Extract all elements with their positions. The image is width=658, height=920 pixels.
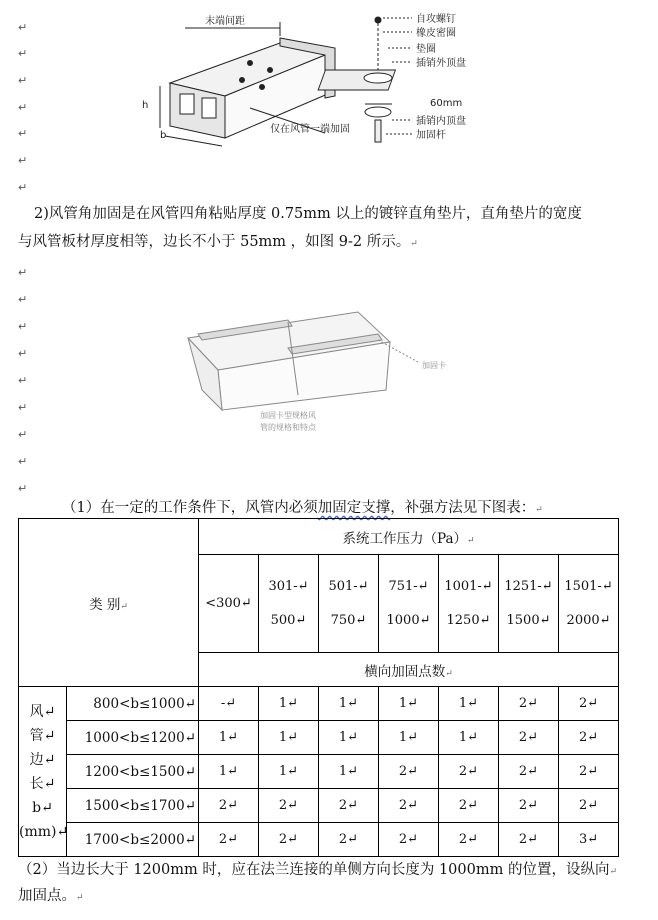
pressure-col-5 xyxy=(439,555,499,653)
value-cell: 2↵ xyxy=(199,789,259,823)
pressure-col-line1: 1251-↵ xyxy=(504,578,553,594)
range-cell: 800<b≤1000↵ xyxy=(67,687,199,721)
value-cell: 1↵ xyxy=(199,755,259,789)
value-cell: 1↵ xyxy=(259,755,319,789)
pressure-col-line2: 1500↵ xyxy=(506,612,551,628)
paragraph-mark: ↵ xyxy=(18,101,28,114)
pressure-col-line2: 1250↵ xyxy=(446,612,491,628)
label-self-tapping-screw: 自攻螺钉 xyxy=(416,14,456,25)
points-header: 横向加固点数 xyxy=(364,663,446,680)
paragraph-corner-reinforcement-cont xyxy=(18,228,418,258)
value-cell: 2↵ xyxy=(499,687,559,721)
value-cell: 2↵ xyxy=(379,755,439,789)
paragraph-longitudinal-points xyxy=(18,856,617,886)
inner-plate-shape xyxy=(365,107,391,117)
value-cell: 2↵ xyxy=(319,789,379,823)
category-label: 类 别 xyxy=(89,596,121,613)
pressure-col-3 xyxy=(319,555,379,653)
para4-line2: 加固点。 xyxy=(18,888,76,904)
side-length-label-cell xyxy=(19,687,67,857)
paragraph-mark: ↵ xyxy=(18,74,28,87)
label-rod: 加固杆 xyxy=(416,130,446,141)
label-h: h xyxy=(142,100,149,111)
value-cell: 2↵ xyxy=(499,823,559,857)
value-cell: 1↵ xyxy=(259,721,319,755)
figure-duct-reinforcement xyxy=(130,8,510,158)
value-cell: 2↵ xyxy=(559,755,619,789)
pressure-col-7 xyxy=(559,555,619,653)
table-row xyxy=(19,823,619,857)
para-mark: ↵ xyxy=(609,867,618,877)
label-reinforcing-clip: 加固卡 xyxy=(422,361,446,370)
paragraph-mark: ↵ xyxy=(18,21,28,34)
range-cell: 1200<b≤1500↵ xyxy=(67,755,199,789)
pressure-col-4 xyxy=(379,555,439,653)
table-row xyxy=(19,789,619,823)
paragraph-mark: ↵ xyxy=(18,293,28,306)
value-cell: 1↵ xyxy=(319,755,379,789)
pressure-col-line2: 750↵ xyxy=(330,612,367,628)
value-cell: 2↵ xyxy=(559,789,619,823)
label-one-end: 仅在风管一端加固 xyxy=(270,124,350,135)
value-cell: -↵ xyxy=(199,687,259,721)
label-pin-outer-plate: 插销外顶盘 xyxy=(416,58,466,69)
value-cell: 2↵ xyxy=(319,823,379,857)
range-cell: 1000<b≤1200↵ xyxy=(67,721,199,755)
pressure-col-line2: 1000↵ xyxy=(386,612,431,628)
paragraph-mark: ↵ xyxy=(18,401,28,414)
label-pin-inner-plate: 插销内顶盘 xyxy=(416,116,466,127)
washer-shape xyxy=(364,73,392,83)
value-cell: 1↵ xyxy=(259,687,319,721)
value-cell: 2↵ xyxy=(259,823,319,857)
paragraph-mark: ↵ xyxy=(18,47,28,60)
value-cell: 2↵ xyxy=(499,721,559,755)
pressure-col-line1: <300↵ xyxy=(205,595,252,611)
table-row xyxy=(19,721,619,755)
pressure-col-line1: 1001-↵ xyxy=(444,578,493,594)
value-cell: 2↵ xyxy=(499,755,559,789)
value-cell: 1↵ xyxy=(379,687,439,721)
pressure-col-2 xyxy=(259,555,319,653)
value-cell: 2↵ xyxy=(499,789,559,823)
para-mark: ↵ xyxy=(76,893,84,903)
value-cell: 2↵ xyxy=(439,789,499,823)
side-label-char: b↵ xyxy=(32,799,53,816)
side-label-char: 管↵ xyxy=(29,727,56,744)
label-b: b xyxy=(160,130,167,141)
pressure-col-6 xyxy=(499,555,559,653)
category-header-cell: 类 别↵ xyxy=(19,519,199,687)
para2-line2: 与风管板材厚度相等，边长不小于 55mm ，如图 9-2 所示。 xyxy=(18,234,411,250)
paragraph-mark: ↵ xyxy=(18,181,28,194)
caption-line2: 管的规格和特点 xyxy=(260,423,316,432)
pressure-col-1 xyxy=(199,555,259,653)
para4-line1: （2）当边长大于 1200mm 时，应在法兰连接的单侧方向长度为 1000mm 的位置，设纵向 xyxy=(18,862,610,878)
value-cell: 2↵ xyxy=(439,823,499,857)
side-label-char: 长↵ xyxy=(29,775,56,792)
value-cell: 1↵ xyxy=(319,687,379,721)
paragraph-mark: ↵ xyxy=(18,320,28,333)
value-cell: 1↵ xyxy=(319,721,379,755)
table-row xyxy=(19,687,619,721)
duct-opening-right xyxy=(202,98,216,118)
pressure-col-line2: 2000↵ xyxy=(566,612,611,628)
caption-line1: 加固卡型规格风 xyxy=(260,411,316,420)
para-mark: ↵ xyxy=(410,239,418,249)
value-cell: 2↵ xyxy=(379,789,439,823)
pressure-col-line1: 501-↵ xyxy=(328,578,369,594)
para3-underlined: 加固定支撑 xyxy=(317,500,391,516)
label-washer: 垫圈 xyxy=(416,44,436,55)
value-cell: 2↵ xyxy=(379,823,439,857)
table-row xyxy=(19,755,619,789)
label-rubber-seal: 橡皮密圈 xyxy=(416,28,456,39)
value-cell: 1↵ xyxy=(439,721,499,755)
pressure-col-line1: 751-↵ xyxy=(388,578,429,594)
rod-shape xyxy=(375,120,381,142)
points-header-cell: 横向加固点数↵ xyxy=(199,653,619,687)
para-mark: ↵ xyxy=(535,505,543,515)
paragraph-mark: ↵ xyxy=(18,347,28,360)
pressure-col-line1: 1501-↵ xyxy=(564,578,613,594)
pressure-header: 系统工作压力（Pa） xyxy=(342,530,468,547)
pressure-header-cell: 系统工作压力（Pa）↵ xyxy=(199,519,619,555)
pressure-col-line2: 500↵ xyxy=(270,612,307,628)
para3-suffix: ，补强方法见下图表： xyxy=(390,500,536,516)
value-cell: 2↵ xyxy=(439,755,499,789)
paragraph-mark: ↵ xyxy=(18,266,28,279)
paragraph-mark: ↵ xyxy=(18,455,28,468)
paragraph-mark: ↵ xyxy=(18,127,28,140)
reinforcement-table xyxy=(18,518,619,857)
value-cell: 1↵ xyxy=(199,721,259,755)
range-cell: 1700<b≤2000↵ xyxy=(67,823,199,857)
value-cell: 2↵ xyxy=(199,823,259,857)
paragraph-mark: ↵ xyxy=(18,154,28,167)
range-cell: 1500<b≤1700↵ xyxy=(67,789,199,823)
value-cell: 1↵ xyxy=(439,687,499,721)
pressure-col-line1: 301-↵ xyxy=(268,578,309,594)
value-cell: 1↵ xyxy=(379,721,439,755)
duct-opening-left xyxy=(180,94,194,114)
paragraph-mark: ↵ xyxy=(18,428,28,441)
para2-line1: 2)风管角加固是在风管四角粘贴厚度 0.75mm 以上的镀锌直角垫片，直角垫片的宽度 xyxy=(34,206,582,222)
value-cell: 2↵ xyxy=(259,789,319,823)
value-cell: 2↵ xyxy=(559,687,619,721)
side-label-char: 风↵ xyxy=(29,703,56,720)
para3-prefix: （1）在一定的工作条件下，风管内必须 xyxy=(62,500,318,516)
paragraph-longitudinal-points-cont xyxy=(18,882,84,912)
paragraph-corner-reinforcement xyxy=(34,200,582,228)
value-cell: 2↵ xyxy=(559,721,619,755)
label-end-spacing: 末端间距 xyxy=(205,16,245,27)
paragraph-mark: ↵ xyxy=(18,374,28,387)
paragraph-mark: ↵ xyxy=(18,482,28,495)
side-label-char: 边↵ xyxy=(29,751,56,768)
side-label-char: (mm)↵ xyxy=(19,823,69,840)
value-cell: 3↵ xyxy=(559,823,619,857)
figure-corner-gasket xyxy=(178,300,468,435)
label-60mm: 60mm xyxy=(430,98,463,109)
